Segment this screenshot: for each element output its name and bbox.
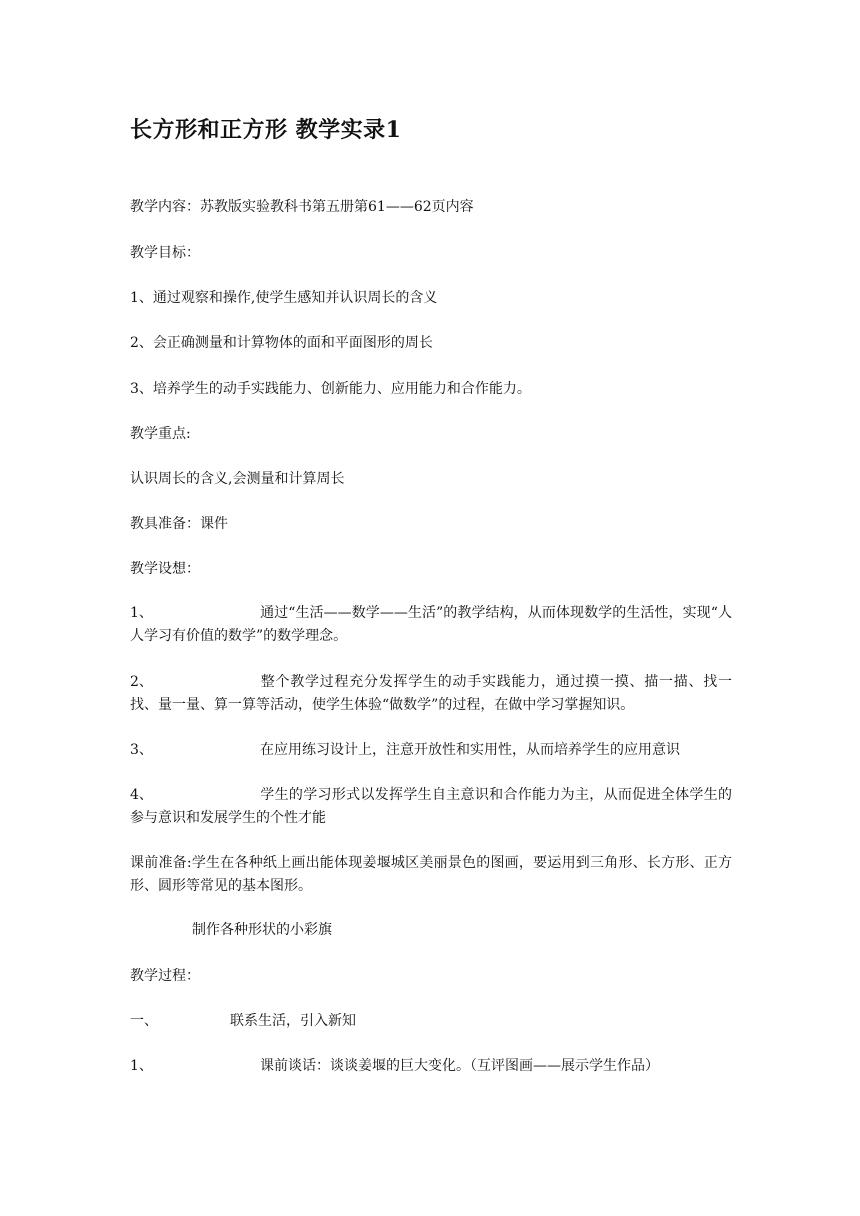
design-item-number: 4、 [130,787,153,803]
design-item-3 [130,739,732,762]
document-title: 长方形和正方形 教学实录1 [130,117,402,143]
design-item-number: 3、 [130,742,153,758]
design-item-text: 整个教学过程充分发挥学生的动手实践能力，通过摸一摸、描一描、找一找、量一量、算一算等活动，使学生体验“做数学”的过程，在做中学习掌握知识。 [130,674,732,713]
tools-line: 教具准备：课件 [130,516,228,532]
design-item-1 [130,602,732,648]
section-text: 联系生活，引入新知 [230,1013,356,1029]
teaching-content-line: 教学内容：苏教版实验教科书第五册第61——62页内容 [130,199,474,215]
design-item-text: 通过“生活——数学——生活”的教学结构，从而体现数学的生活性，实现“人人学习有价值的数学”的数学理念。 [130,605,732,644]
step-one [130,1055,732,1078]
goal-item-1: 1、通过观察和操作,使学生感知并认识周长的含义 [130,290,438,306]
design-item-number: 2、 [130,674,153,690]
step-number: 1、 [130,1058,153,1074]
design-item-2 [130,671,732,717]
prep-text: 课前准备:学生在各种纸上画出能体现姜堰城区美丽景色的图画，要运用到三角形、长方形、正方形、圆形等常见的基本图形。 [130,855,732,894]
step-text: 课前谈话：谈谈姜堰的巨大变化。（互评图画——展示学生作品） [260,1058,659,1074]
prep-extra [130,919,732,942]
goal-item-2: 2、会正确测量和计算物体的面和平面图形的周长 [130,335,433,351]
design-item-text: 学生的学习形式以发挥学生自主意识和合作能力为主，从而促进全体学生的参与意识和发展学生的个性才能 [130,787,732,826]
goals-heading: 教学目标： [130,245,200,261]
design-item-number: 1、 [130,605,153,621]
focus-text: 认识周长的含义,会测量和计算周长 [130,471,345,487]
design-item-4 [130,784,732,830]
prep-extra-text: 制作各种形状的小彩旗 [192,922,332,938]
process-heading: 教学过程： [130,968,200,984]
design-item-text: 在应用练习设计上，注意开放性和实用性，从而培养学生的应用意识 [260,742,680,758]
section-number: 一、 [130,1013,158,1029]
goal-item-3: 3、培养学生的动手实践能力、创新能力、应用能力和合作能力。 [130,381,531,397]
design-heading: 教学设想： [130,561,200,577]
section-one [130,1010,732,1033]
focus-heading: 教学重点: [130,426,191,442]
